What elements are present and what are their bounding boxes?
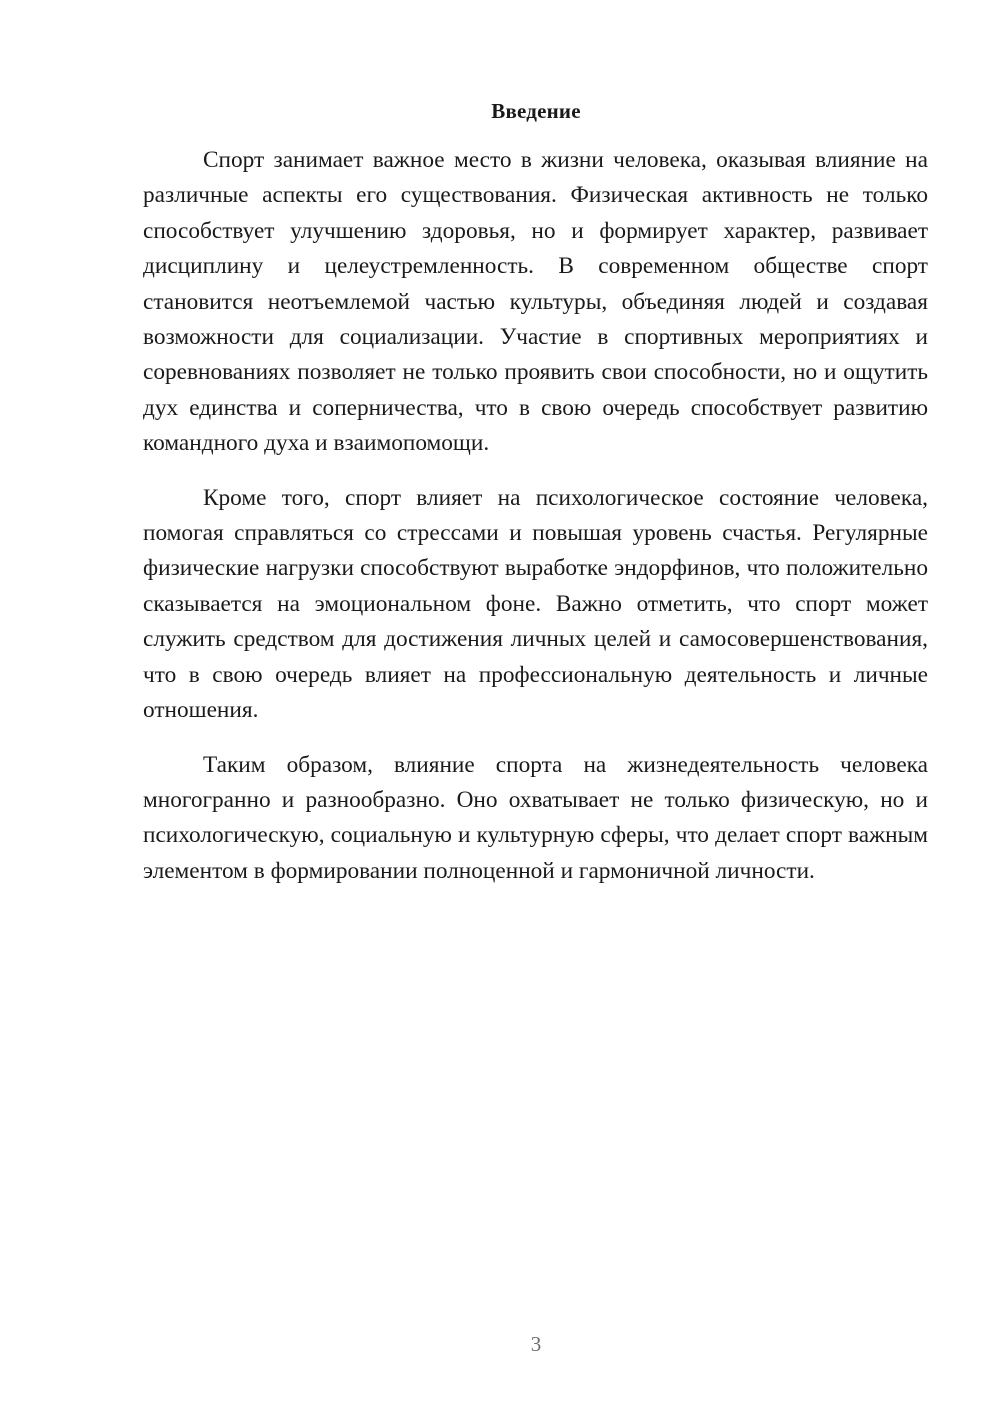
page-number: 3 [530, 1332, 542, 1356]
body-text [143, 143, 928, 908]
section-heading: Введение [491, 99, 581, 123]
paragraph-3: Таким образом, влияние спорта на жизнедеятельность человека многогранно и разнообразно. Оно охватывает не только физическую, но и психологическую, социальную и культурную сферы, что делает спорт важным элементом в формировании полноценной и гармоничной личности. [143, 751, 928, 884]
paragraph-1: Спорт занимает важное место в жизни человека, оказывая влияние на различные аспекты его существования. Физическая активность не только способствует улучшению здоровья, но и формирует характер, развивает дисциплину и целеустремленность. В современном обществе спорт становится неотъемлемой частью культуры, объединяя людей и создавая возможности для социализации. Участие в спортивных мероприятиях и соревнованиях позволяет не только проявить свои способности, но и ощутить дух единства и соперничества, что в свою очередь способствует развитию командного духа и взаимопомощи. [143, 147, 928, 457]
paragraph-2: Кроме того, спорт влияет на психологическое состояние человека, помогая справляться со стрессами и повышая уровень счастья. Регулярные физические нагрузки способствуют выработке эндорфинов, что положительно сказывается на эмоциональном фоне. Важно отметить, что спорт может служить средством для достижения личных целей и самосовершенствования, что в свою очередь влияет на профессиональную деятельность и личные отношения. [143, 484, 928, 724]
